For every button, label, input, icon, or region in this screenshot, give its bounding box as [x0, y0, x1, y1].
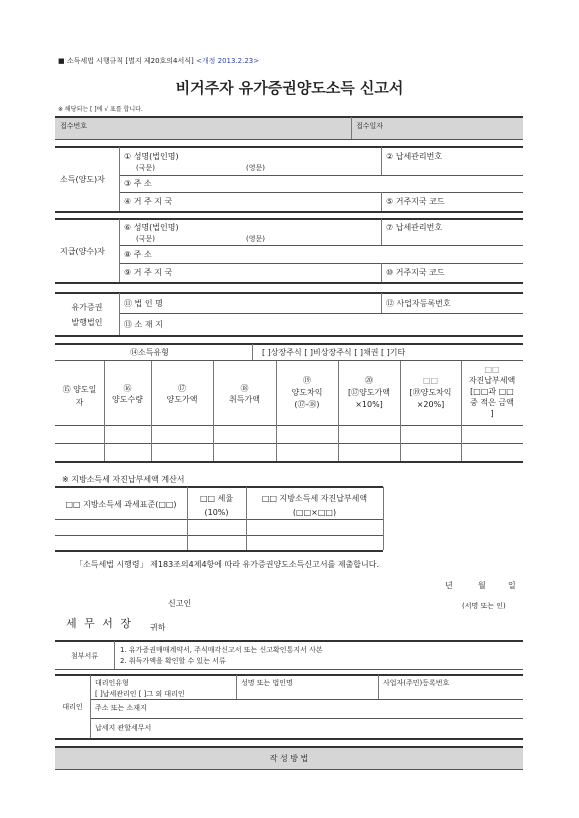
- revision-date: <개정 2013.2.23>: [196, 57, 260, 65]
- year-label: 년: [445, 581, 453, 590]
- tax-office-label: 세 무 서 장: [66, 617, 133, 630]
- local-tax-payable-label: □□ 지방소득세 자진납부세액 (□□×□□): [261, 494, 368, 517]
- earner-section-label: 소득(양도)자: [60, 175, 105, 184]
- agent-label: 대리인: [62, 703, 83, 711]
- payer-english-label: (영문): [246, 235, 265, 243]
- col-transfer-gain: ⑲ 양도차익 (⑰-⑱): [291, 376, 323, 409]
- issuer-biz-reg-label: ⑫ 사업자등록번호: [386, 299, 451, 308]
- attachment-item-2: 2. 취득가액을 확인할 수 있는 서류: [120, 657, 226, 665]
- payer-korean-label: (국문): [136, 235, 155, 243]
- month-label: 월: [478, 581, 486, 590]
- col-price-10pct: ⑳ [⑰양도가액 ×10%]: [347, 376, 391, 409]
- earner-residence-label: ④ 거 주 지 국: [124, 197, 173, 206]
- agent-address-label: 주소 또는 소재지: [95, 704, 147, 712]
- local-tax-note: ※ 지방소득세 자진납부세액 계산서: [62, 475, 185, 484]
- local-tax-rate-label: □□ 세율 (10%): [199, 494, 234, 517]
- local-tax-base-label: □□ 지방소득세 과세표준(□□): [65, 500, 177, 509]
- col-transfer-price: ⑰ 양도가액: [166, 384, 198, 404]
- day-label: 일: [508, 581, 516, 590]
- issuer-section-label-1: 유가증권: [71, 303, 103, 312]
- earner-english-label: (영문): [246, 164, 265, 172]
- receipt-date-label: 접수일자: [356, 122, 384, 130]
- reporter-label: 신고인: [168, 599, 192, 608]
- issuer-corp-name-label: ⑪ 법 인 명: [124, 299, 163, 308]
- payer-address-label: ⑧ 주 소: [124, 250, 152, 259]
- honorific-label: 귀하: [150, 623, 166, 632]
- attachments-label: 첨부서류: [70, 652, 99, 660]
- col-transfer-quantity: ⑯ 양도수량: [112, 384, 143, 404]
- income-type-label: ⑭소득유형: [130, 348, 169, 357]
- sign-label: (서명 또는 인): [462, 602, 506, 610]
- payer-taxpayer-no-label: ⑦ 납세관리번호: [386, 223, 443, 232]
- instructions-header: 작 성 방 법: [55, 746, 523, 770]
- page-title: 비거주자 유가증권양도소득 신고서: [175, 79, 404, 97]
- payer-residence-label: ⑨ 거 주 지 국: [124, 268, 173, 277]
- agent-name-label: 성명 또는 법인명: [241, 679, 293, 687]
- col-gain-20pct: □□ [⑲양도차익 ×20%]: [409, 376, 452, 409]
- receipt-number-label: 접수번호: [60, 122, 88, 130]
- col-transfer-date: ⑮ 양도일 자: [62, 385, 97, 407]
- issuer-location-label: ⑬ 소 재 지: [124, 320, 163, 329]
- col-self-payment-tax: □□ 자진납부세액 [□□과 □□ 중 적은 금액 ]: [468, 365, 516, 418]
- payer-residence-code-label: ⑩ 거주지국 코드: [386, 268, 445, 277]
- earner-address-label: ③ 주 소: [124, 179, 152, 188]
- receipt-row: [55, 117, 523, 139]
- check-note: ※ 해당되는 [ ]에 √ 표를 합니다.: [58, 106, 143, 113]
- agent-reg-label: 사업자(주민)등록번호: [383, 679, 450, 687]
- agent-office-label: 납세지 관할세무서: [95, 724, 152, 732]
- payer-section-label: 지급(양수)자: [60, 247, 105, 256]
- earner-name-label: ① 성명(법인명): [124, 152, 179, 161]
- earner-korean-label: (국문): [136, 164, 155, 172]
- declaration-statement: 「소득세법 시행령」 제183조의4제4항에 따라 유가증권양도소득신고서를 제출합니다.: [75, 560, 379, 569]
- earner-residence-code-label: ⑤ 거주지국 코드: [386, 197, 445, 206]
- agent-type-label: 대리인유형: [95, 679, 129, 687]
- issuer-section-label-2: 발행법인: [71, 318, 103, 327]
- attachment-item-1: 1. 유가증권매매계약서, 주식매각신고서 또는 신고확인통지서 사본: [120, 646, 323, 654]
- payer-name-label: ⑥ 성명(법인명): [124, 223, 179, 232]
- earner-taxpayer-no-label: ② 납세관리번호: [386, 152, 443, 161]
- form-reference: ■ 소득세법 시행규칙 [별지 제20호의4서식] <개정 2013.2.23>: [58, 57, 260, 65]
- income-type-options[interactable]: [ ]상장주식 [ ]비상장주식 [ ]채권 [ ]기타: [262, 348, 406, 357]
- col-acquisition-price: ⑱ 취득가액: [229, 384, 260, 404]
- agent-type-options[interactable]: [ ]납세관리인 [ ]그 외 대리인: [95, 690, 185, 698]
